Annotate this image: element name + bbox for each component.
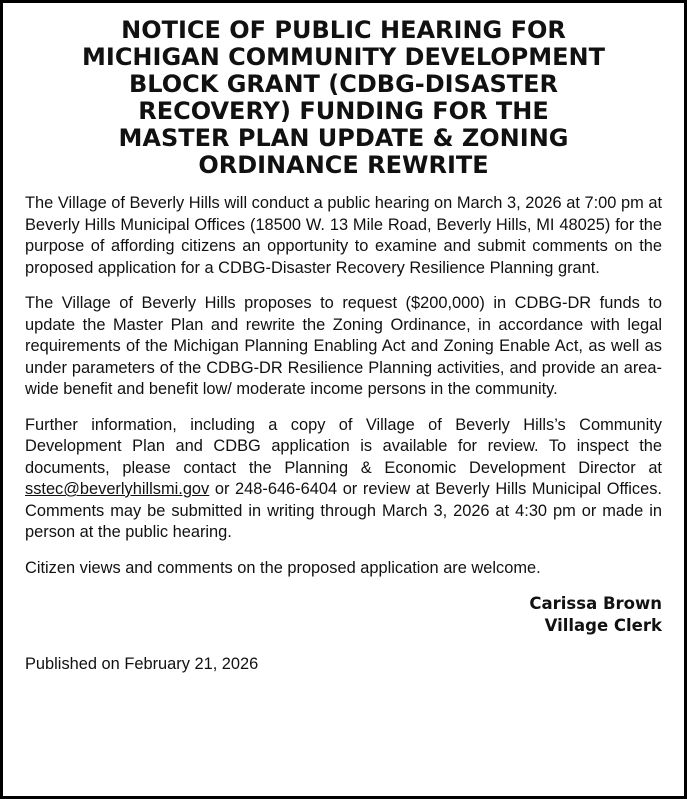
signer-name: Carissa Brown: [529, 594, 662, 613]
notice-title: [25, 17, 662, 179]
signer-title: Village Clerk: [544, 616, 662, 635]
information-text-before-email: Further information, including a copy of Village of Beverly Hills’s Community Development Plan and CDBG application is available for review. To inspect the documents, please contact the Planning & Economic Development Director at: [25, 415, 662, 477]
title-line: MICHIGAN COMMUNITY DEVELOPMENT: [82, 43, 605, 71]
information-paragraph: [25, 415, 662, 544]
hearing-paragraph: The Village of Beverly Hills will conduct a public hearing on March 3, 2026 at 7:00 pm at Beverly Hills Municipal Offices (18500 W. 13 Mile Road, Beverly Hills, MI 48025) for the purpose of affording citizens an opportunity to examine and submit comments on the proposed application for a CDBG-Disaster Recovery Resilience Planning grant.: [25, 194, 662, 277]
title-line: NOTICE OF PUBLIC HEARING FOR: [121, 16, 566, 44]
title-line: RECOVERY) FUNDING FOR THE: [138, 97, 549, 125]
title-line: BLOCK GRANT (CDBG-DISASTER: [129, 70, 558, 98]
title-line: ORDINANCE REWRITE: [198, 151, 489, 179]
title-line: MASTER PLAN UPDATE & ZONING: [118, 124, 569, 152]
published-date: Published on February 21, 2026: [25, 655, 259, 673]
funding-paragraph: The Village of Beverly Hills proposes to request ($200,000) in CDBG-DR funds to update the Master Plan and rewrite the Zoning Ordinance, in accordance with legal requirements of the Michigan Planning Enabling Act and Zoning Enable Act, as well as under parameters of the CDBG-DR Resilience Planning activities, and provide an area-wide benefit and benefit low/ moderate income persons in the community.: [25, 294, 662, 398]
information-text-after-email: or 248-646-6404 or review at Beverly Hills Municipal Offices. Comments may be submitted in writing through March 3, 2026 at 4:30 pm or made in person at the public hearing.: [25, 480, 662, 541]
contact-email-link[interactable]: sstec@beverlyhillsmi.gov: [25, 480, 210, 498]
signature-block: [25, 593, 662, 637]
welcome-paragraph: Citizen views and comments on the proposed application are welcome.: [25, 558, 541, 577]
